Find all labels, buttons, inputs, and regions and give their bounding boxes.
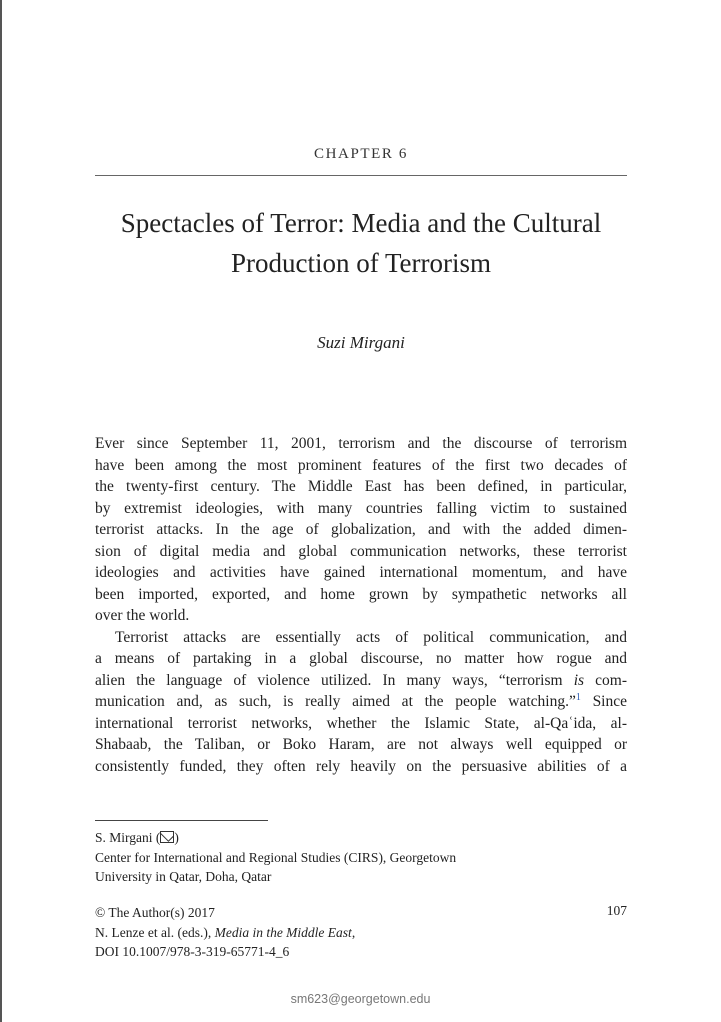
page-number: 107 <box>606 903 627 918</box>
affiliation-line: University in Qatar, Doha, Qatar <box>95 869 272 884</box>
body-line: over the world. <box>95 607 190 624</box>
body-line: terrorist attacks. In the age of globalization, and with the added dimen- <box>95 521 627 538</box>
author-affiliation <box>95 828 627 887</box>
copyright-block <box>95 903 627 962</box>
text-run: com- <box>595 671 627 689</box>
affiliation-line: Center for International and Regional Studies (CIRS), Georgetown <box>95 849 457 865</box>
chapter-label: CHAPTER 6 <box>314 146 408 162</box>
body-line: consistently funded, they often rely heavily on the persuasive abilities of a <box>95 757 627 775</box>
book-title: Media in the Middle East <box>214 924 352 940</box>
body-line: sion of digital media and global communication networks, these terrorist <box>95 542 627 560</box>
body-line: have been among the most prominent features of the first two decades of <box>95 456 627 474</box>
body-line: by extremist ideologies, with many countries falling victim to sustained <box>95 499 627 517</box>
text-run: munication and, as such, is really aimed at the people watching.” <box>95 693 576 710</box>
chapter-title-line: Spectacles of Terror: Media and the Cultural <box>120 208 602 238</box>
text-run: alien the language of violence utilized. In many ways, “terrorism <box>95 671 563 689</box>
footnote-ref-link[interactable]: 1 <box>575 692 581 703</box>
body-line: a means of partaking in a global discourse, no matter how rogue and <box>95 650 627 667</box>
body-line <box>95 691 627 713</box>
citation-punct: , <box>351 924 356 940</box>
body-line: ideologies and activities have gained international momentum, and have <box>95 564 627 581</box>
body-line: international terrorist networks, whether the Islamic State, al-Qaʿida, al- <box>95 714 627 732</box>
author-short-name-close: ) <box>174 830 179 845</box>
copyright-line: © The Author(s) 2017 <box>95 905 215 920</box>
footnote-divider <box>95 820 268 821</box>
envelope-icon[interactable] <box>160 831 174 843</box>
chapter-title-line: Production of Terrorism <box>230 248 492 278</box>
body-line: been imported, exported, and home grown by sympathetic networks all <box>95 585 627 603</box>
author-name: Suzi Mirgani <box>317 333 405 352</box>
body-line: the twenty-first century. The Middle East has been defined, in particular, <box>95 478 627 495</box>
body-line: Ever since September 11, 2001, terrorism and the discourse of terrorism <box>95 435 627 452</box>
watermark-email: sm623@georgetown.edu <box>290 992 431 1006</box>
text-run: Since <box>592 693 627 710</box>
page-left-edge <box>0 0 2 1022</box>
body-line: Shabaab, the Taliban, or Boko Haram, are not always well equipped or <box>95 736 627 753</box>
editors: N. Lenze et al. (eds.), <box>95 924 212 940</box>
emphasis: is <box>573 671 585 689</box>
doi-link[interactable]: DOI 10.1007/978-3-319-65771-4_6 <box>95 944 290 959</box>
body-line: Terrorist attacks are essentially acts of political communication, and <box>115 628 627 646</box>
author-contact <box>95 828 627 848</box>
body-line <box>95 670 627 692</box>
author-short-name: S. Mirgani ( <box>95 830 161 845</box>
book-citation <box>95 923 627 943</box>
chapter-title <box>70 203 652 283</box>
body-text <box>95 433 627 777</box>
chapter-divider <box>95 175 627 176</box>
